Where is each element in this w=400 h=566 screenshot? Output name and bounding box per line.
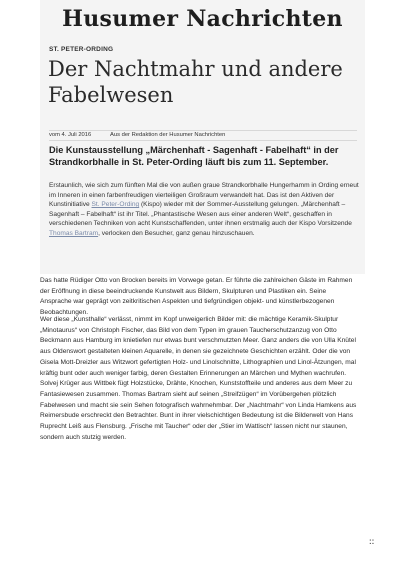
end-mark: :: [369, 537, 375, 546]
article-headline: Der Nachtmahr und andere Fabelwesen [48, 57, 343, 107]
article-lead: Die Kunstausstellung „Märchenhaft - Sagenhaft - Fabelhaft“ in der Strandkorbhalle in St. Peter-Ording läuft bis zum 11. September. [49, 145, 339, 167]
article-intro-paragraph [49, 181, 359, 239]
scan-paragraph-1: Das hatte Rüdiger Otto von Brocken bereits im Vorwege getan. Er führte die zahlreichen Gäste im Rahmen der Eröffnung in diese beeindruckende Kunstwelt aus Bildern, Skulpturen und Plastiken ein. Seine Ansprache war geprägt von zeitkritischen Aspekten und tiefgründigen objekt- und künstlerbezogenen Beobachtungen. [40, 277, 353, 317]
newspaper-masthead: Husumer Nachrichten [62, 6, 343, 32]
section-kicker: ST. PETER-ORDING [49, 46, 114, 53]
intro-text-part3: , verlocken den Besucher, ganz genau hinzuschauen. [98, 229, 255, 237]
link-st-peter-ording[interactable]: St. Peter-Ording [91, 201, 140, 209]
intro-text-part1: Erstaunlich, wie sich zum fünften Mal die von außen graue Strandkorbhalle Hungerhamm in Ording erneut im Inneren in einen farbenfreudigen vierteiligen Großraum verwandelt hat. Das ist den Aktiven der Kunstinitiative [49, 182, 359, 209]
intro-text-part2: (Kispo) wieder mit der Sommer-Ausstellung gelungen. „Märchenhaft – Sagenhaft – Fabelhaft“ ist ihr Titel. „Phantastische Wesen aus einer anderen Welt“, geschaffen in verschiedenen Techniken von acht Kunstschaffenden, unter ihnen erstmalig auch der Kispo Vorsitzende [49, 201, 352, 228]
scan-paragraph-2: Wer diese „Kunsthalle“ verlässt, nimmt im Kopf unweigerlich Bilder mit: die mächtige Keramik-Skulptur „Minotaurus“ von Christoph Fischer, das Bild von dem Typen im grauen Taucherschutzanzug von Otto Beckmann aus Hamburg im knietiefen nur etwas bunt verschmutzten Meer. Ganz anders die von Ulla Knütel aus Oldenswort gestalteten kleinen Aquarelle, in denen sie gezeichnete Geschichten erzählt. Oder die von Gisela Mott-Dreizler aus Witzwort gefertigten Holz- und Linolschnitte, Lithographien und Linol-Ätzungen, mal kräftig bunt oder auch weniger farbig, deren Gestalten Erinnerungen an Märchen und Mythen wachrufen. Solvej Krüger aus Wittbek fügt Holzstücke, Drähte, Knochen, Kunststoffteile und anderes aus dem Meer zu Fantasiewesen zusammen. Thomas Bartram sieht auf seinen „Streifzügen“ im Vorübergehen plötzlich Fabelwesen und macht sie sein Sehen fotografisch wahrnehmbar. Der „Nachtmahr“ von Linda Hamkens aus Reimersbude erschreckt den Betrachter. Bunt in ihrer vielschichtigen Bedeutung ist die Bilderwelt von Hans Ruprecht Leiß aus Flensburg. „Frische mit Taucher“ oder der „Stier im Wattisch“ lassen nicht nur staunen, sondern auch stutzig werden. [40, 316, 357, 441]
publish-date: vom 4. Juli 2016 [49, 132, 92, 138]
link-thomas-bartram[interactable]: Thomas Bartram [49, 229, 99, 237]
scanned-article-continuation [0, 274, 400, 566]
article-meta [49, 130, 357, 141]
article-source: Aus der Redaktion der Husumer Nachrichten [110, 132, 226, 138]
